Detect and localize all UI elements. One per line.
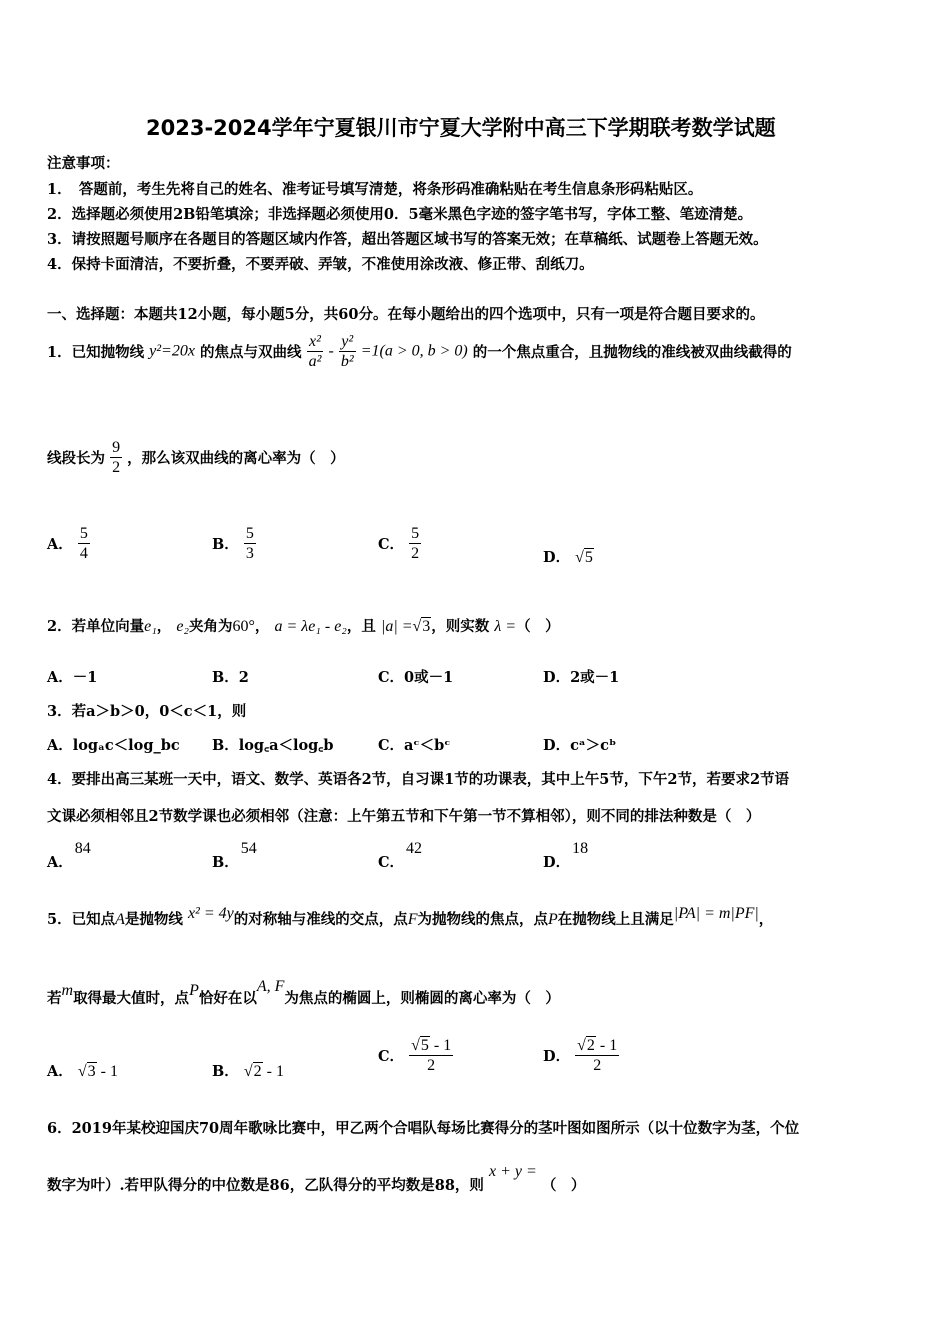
angle-value: 60° <box>232 618 255 635</box>
hyperbola-term2: $\frac{\text{y²}}{\text{b²}}$ <box>340 333 354 370</box>
question-6-line1: 6．2019年某校迎国庆70周年歌咏比赛中，甲乙两个合唱队每场比赛得分的茎叶图如图所示（以十位数字为茎，个位 <box>47 1120 800 1137</box>
q3-option-b[interactable]: B．log꜀a＜log꜀b <box>212 737 334 754</box>
q5-option-b[interactable]: B． √2 - 1 <box>212 1063 284 1080</box>
q1-parabola: y²=20x <box>149 342 195 360</box>
page-title: 2023-2024学年宁夏银川市宁夏大学附中高三下学期联考数学试题 <box>146 116 776 140</box>
point-p: P <box>548 911 558 928</box>
q1-text: 的一个焦点重合，且抛物线的准线被双曲线截得的 <box>472 344 792 361</box>
lambda: λ = <box>494 618 517 635</box>
hyperbola-rhs: =1(a > 0, b > 0) <box>360 342 468 360</box>
abs-a: |a| = <box>380 618 413 635</box>
foci-af: A, F <box>256 978 285 995</box>
vector-a-def: a = λe₁ - e₂ <box>274 618 347 635</box>
notice-heading: 注意事项： <box>47 155 120 172</box>
question-1-line2 <box>47 438 345 477</box>
q1-text: ，那么该双曲线的离心率为（ ） <box>127 450 345 467</box>
q3-option-d[interactable]: D．cᵃ＞cᵇ <box>543 737 617 754</box>
q5-option-a[interactable]: A． √3 - 1 <box>47 1063 118 1080</box>
point-f: F <box>407 911 418 928</box>
condition-eq: |PA| = m|PF| <box>673 905 759 922</box>
point-p: P <box>189 982 199 999</box>
section-heading: 一、选择题：本题共12小题，每小题5分，共60分。在每小题给出的四个选项中，只有一项是符合题目要求的。 <box>47 306 765 323</box>
notice-item: 4．保持卡面清洁，不要折叠，不要弄破、弄皱，不准使用涂改液、修正带、刮纸刀。 <box>47 256 594 273</box>
segment-length: $\frac{9}{2}$ <box>112 439 121 476</box>
q1-option-a[interactable]: A． $\frac{5}{4}$ <box>47 525 88 562</box>
notice-item: 3．请按照题号顺序在各题目的答题区域内作答，超出答题区域书写的答案无效；在草稿纸、试题卷上答题无效。 <box>47 231 768 248</box>
question-1 <box>47 332 792 371</box>
q4-option-c[interactable]: C．42 <box>378 840 423 871</box>
q2-option-c[interactable]: C．0或－1 <box>378 669 454 686</box>
q1-text: 线段长为 <box>47 450 105 467</box>
vector-e1: e₁ <box>144 618 157 635</box>
question-5-line2: 若m取得最大值时，点P恰好在以A, F为焦点的椭圆上，则椭圆的离心率为（ ） <box>47 978 560 1007</box>
var-m: m <box>61 982 74 999</box>
question-4-line2: 文课必须相邻且2节数学课也必须相邻（注意：上午第五节和下午第一节不算相邻），则不同的排法种数是（ ） <box>47 808 761 825</box>
notice-item: 2．选择题必须使用2B铅笔填涂；非选择题必须使用0．5毫米黑色字迹的签字笔书写，字体工整、笔迹清楚。 <box>47 206 753 223</box>
question-6-line2: 数字为叶）.若甲队得分的中位数是86，乙队得分的平均数是88，则 x + y = （ ） <box>47 1163 586 1194</box>
vector-e2: e₂ <box>176 618 189 635</box>
q1-minus: - <box>328 342 334 360</box>
q4-option-b[interactable]: B．54 <box>212 840 257 871</box>
notice-item: 1． 答题前，考生先将自己的姓名、准考证号填写清楚，将条形码准确粘贴在考生信息条形码粘贴区。 <box>47 181 703 198</box>
parabola-eq: x² = 4y <box>187 905 234 922</box>
q4-option-d[interactable]: D．18 <box>543 840 589 871</box>
sum-expr: x + y = <box>488 1163 537 1180</box>
q2-option-d[interactable]: D．2或－1 <box>543 669 620 686</box>
q1-option-c[interactable]: C． $\frac{5}{2}$ <box>378 525 420 562</box>
q1-text: 1．已知抛物线 <box>47 344 145 361</box>
point-a: A <box>115 911 125 928</box>
q5-option-d[interactable]: D． $\frac{√2 - 1}{2}$ <box>543 1037 618 1074</box>
question-2: 2．若单位向量e₁， e₂夹角为60°， a = λe₁ - e₂，且 |a| =√3，则实数 λ =（ ） <box>47 618 560 635</box>
q1-option-b[interactable]: B． $\frac{5}{3}$ <box>212 525 254 562</box>
q2-option-b[interactable]: B．2 <box>212 669 249 686</box>
question-3: 3．若a＞b＞0，0＜c＜1，则 <box>47 703 247 720</box>
q1-text: 的焦点与双曲线 <box>200 344 302 361</box>
q3-option-c[interactable]: C．aᶜ＜bᶜ <box>378 737 451 754</box>
q3-option-a[interactable]: A．logₐc＜log_bc <box>47 737 180 754</box>
question-5: 5．已知点A是抛物线 x² = 4y的对称轴与准线的交点，点F为抛物线的焦点，点P在抛物线上且满足|PA| = m|PF|， <box>47 905 774 928</box>
q2-option-a[interactable]: A．－1 <box>47 669 98 686</box>
q5-option-c[interactable]: C． $\frac{√5 - 1}{2}$ <box>378 1037 452 1074</box>
q4-option-a[interactable]: A．84 <box>47 840 91 871</box>
q1-option-d[interactable]: D． √5 <box>543 549 593 566</box>
hyperbola-term1: $\frac{\text{x²}}{\text{a²}}$ <box>308 333 322 370</box>
question-4-line1: 4．要排出高三某班一天中，语文、数学、英语各2节，自习课1节的功课表，其中上午5节，下午2节，若要求2节语 <box>47 771 790 788</box>
